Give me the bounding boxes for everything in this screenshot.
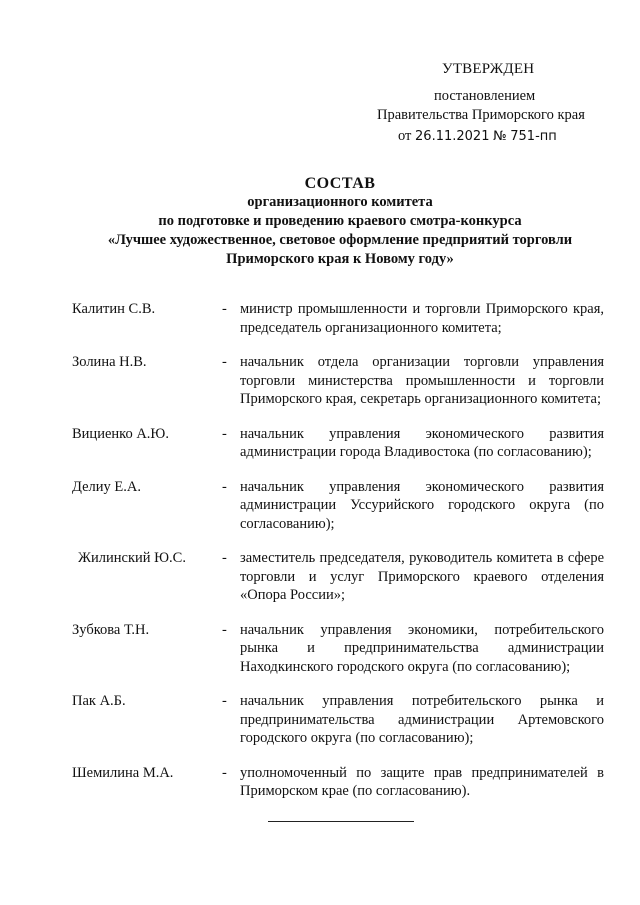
member-name: Золина Н.В. xyxy=(72,354,147,370)
member-role: начальник управления потребительского рынка и предпринимательства администрации Артемовского городского округа (по согласованию); xyxy=(240,693,604,746)
member-role: заместитель председателя, руководитель комитета в сфере торговли и услуг Приморского краевого отделения «Опора России»; xyxy=(240,550,604,603)
member-role: уполномоченный по защите прав предпринимателей в Приморском крае (по согласованию). xyxy=(240,764,604,799)
heading-line-4: Приморского края к Новому году» xyxy=(226,251,454,267)
member-row xyxy=(72,621,604,677)
approval-date: 26.11.2021 xyxy=(415,129,490,144)
member-row xyxy=(72,549,604,605)
member-row xyxy=(72,764,604,801)
member-row xyxy=(72,478,604,534)
member-name: Жилинский Ю.С. xyxy=(78,550,186,566)
member-name: Пак А.Б. xyxy=(72,693,126,709)
member-row xyxy=(72,425,604,462)
member-name: Калитин С.В. xyxy=(72,301,156,317)
member-dash: - xyxy=(222,621,227,638)
member-role: начальник управления экономического развития администрации города Владивостока (по согласованию); xyxy=(240,425,604,460)
member-dash: - xyxy=(222,693,227,709)
member-dash: - xyxy=(222,478,227,495)
member-dash: - xyxy=(222,425,227,442)
member-dash: - xyxy=(222,764,227,781)
heading-line-1: организационного комитета xyxy=(247,194,433,210)
member-row xyxy=(72,353,604,409)
approval-number-sign: № xyxy=(493,129,507,144)
heading-line-2: по подготовке и проведению краевого смотра-конкурса xyxy=(158,213,522,229)
member-role: министр промышленности и торговли Приморского края, председатель организационного комитета; xyxy=(240,301,604,336)
member-dash: - xyxy=(222,301,227,317)
approval-number: 751-пп xyxy=(510,129,557,144)
member-name: Делиу Е.А. xyxy=(72,478,141,495)
heading-block xyxy=(60,174,620,269)
approval-line-resolution: постановлением xyxy=(434,88,536,104)
member-dash: - xyxy=(222,354,227,370)
approval-block xyxy=(372,60,612,146)
member-row xyxy=(72,300,604,337)
approval-title: УТВЕРЖДЕН xyxy=(442,61,535,77)
heading-line-3: «Лучшее художественное, световое оформление предприятий торговли xyxy=(107,232,573,248)
approval-date-prefix: от xyxy=(398,128,412,144)
member-name: Вициенко А.Ю. xyxy=(72,425,169,442)
approval-line-date xyxy=(372,127,612,146)
members-list xyxy=(72,300,604,817)
end-divider xyxy=(268,821,414,822)
member-name: Шемилина М.А. xyxy=(72,764,174,781)
member-role: начальник управления экономики, потребительского рынка и предпринимательства администрации Находкинского городского округа (по согласованию); xyxy=(240,621,604,675)
member-row xyxy=(72,692,604,748)
page-title: СОСТАВ xyxy=(304,175,376,192)
member-role: начальник отдела организации торговли управления торговли министерства промышленности и торговли Приморского края, секретарь организационного комитета; xyxy=(240,354,604,407)
approval-line-government: Правительства Приморского края xyxy=(377,107,585,123)
member-dash: - xyxy=(222,550,227,566)
member-role: начальник управления экономического развития администрации Уссурийского городского округа (по согласованию); xyxy=(240,478,604,532)
member-name: Зубкова Т.Н. xyxy=(72,621,150,638)
